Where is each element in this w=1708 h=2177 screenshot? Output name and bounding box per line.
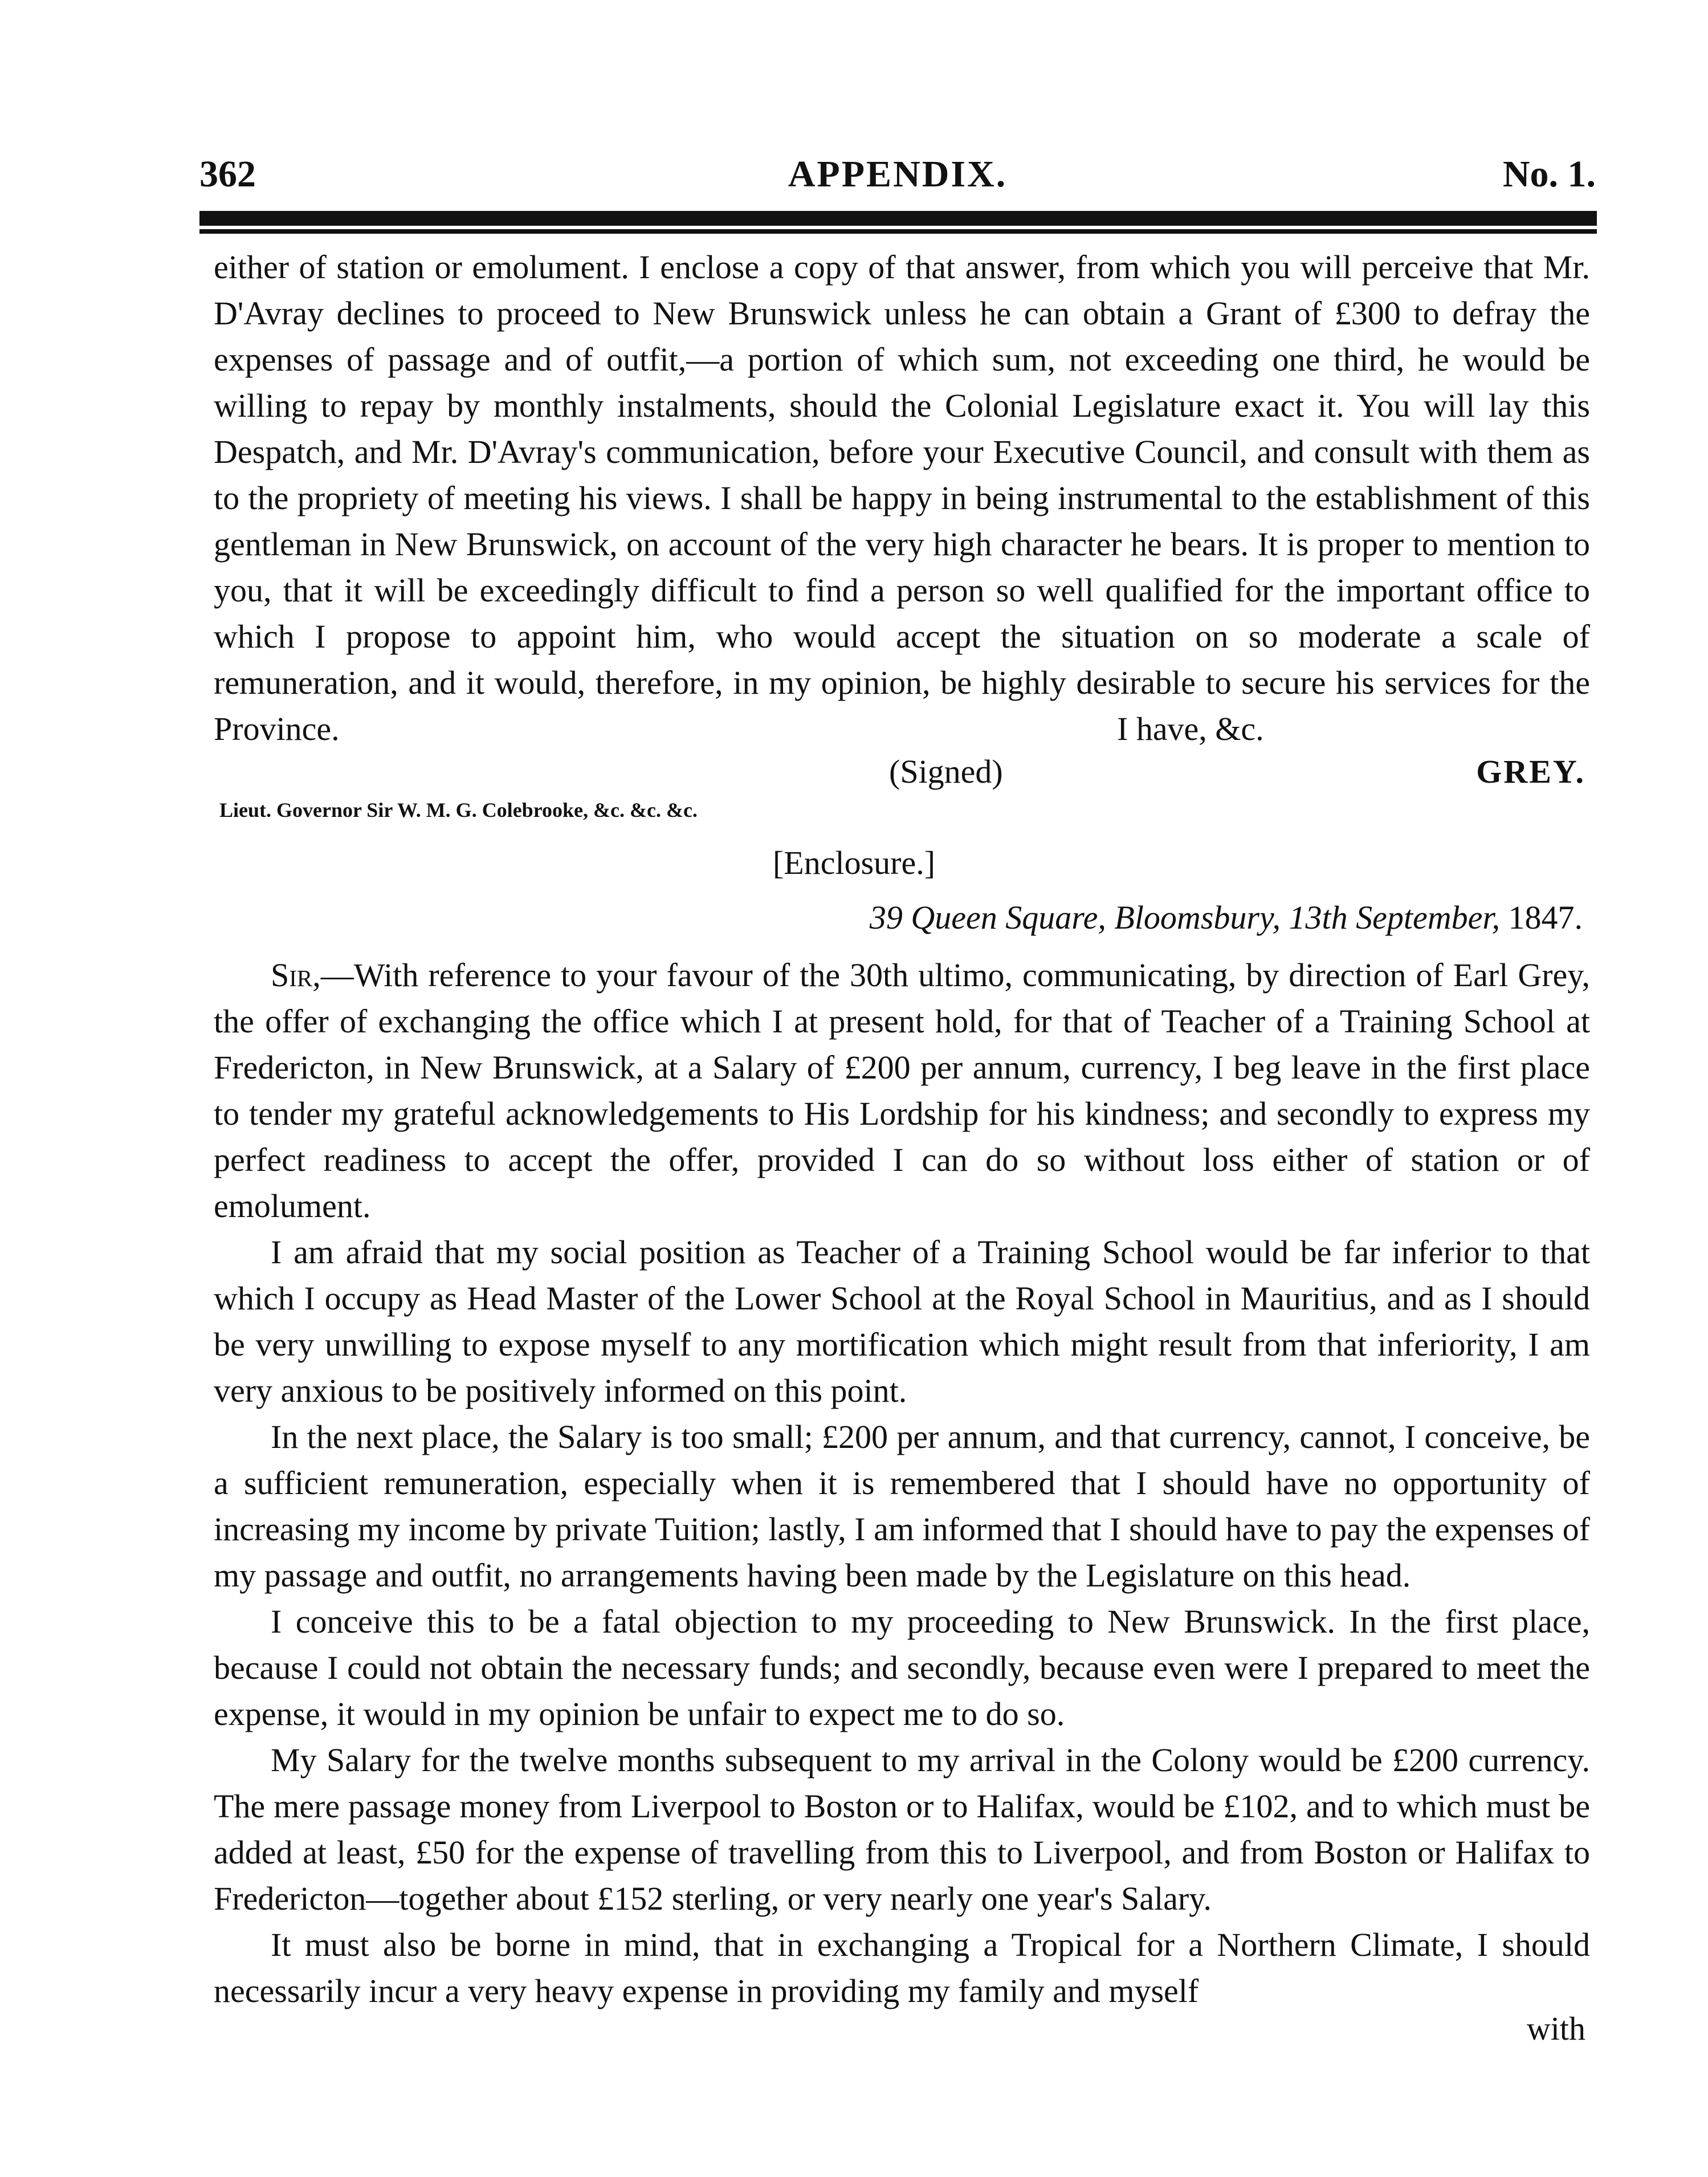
paragraph-text: —With reference to your favour of the 30th ultimo, communicating, by direction of Earl Grey, the offer of exchanging the office which I at present hold, for that of Teacher of a Training School at Fredericton, in New Brunswick, at a Salary of £200 per annum, currency, I beg leave in the first place to tender my grateful acknowledgements to His Lordship for his kindness; and secondly to express my perfect readiness to accept the offer, provided I can do so without loss either of station or of emolument. <box>214 957 1590 1224</box>
page-title: APPENDIX. <box>788 153 1008 195</box>
enclosure-dateline <box>870 898 1583 937</box>
header-rule-thin <box>199 229 1597 234</box>
signature: GREY. <box>1476 753 1585 790</box>
addressee-line: Lieut. Governor Sir W. M. G. Colebrooke, &c. &c. &c. <box>219 799 698 821</box>
enclosure-paragraph-5: My Salary for the twelve months subsequent to my arrival in the Colony would be £200 currency. The mere passage money from Liverpool to Boston or to Halifax, would be £102, and to which must be added at least, £50 for the expense of travelling from this to Liverpool, and from Boston or Halifax to Fredericton—together about £152 sterling, or very nearly one year's Salary. <box>214 1741 1590 1917</box>
enclosure-paragraph-3: In the next place, the Salary is too small; £200 per annum, and that currency, cannot, I conceive, be a sufficient remuneration, especially when it is remembered that I should have no opportunity of increasing my income by private Tuition; lastly, I am informed that I should have to pay the expenses of my passage and outfit, no arrangements having been made by the Legislature on this head. <box>214 1418 1590 1594</box>
letter-closing: I have, &c. <box>1117 710 1264 747</box>
dateline-year: 1847. <box>1508 899 1583 936</box>
appendix-number: No. 1. <box>1502 153 1596 195</box>
enclosure-paragraph-6: It must also be borne in mind, that in exchanging a Tropical for a Northern Climate, I should necessarily incur a very heavy expense in providing my family and myself <box>214 1926 1590 2009</box>
letter-paragraph: either of station or emolument. I enclose a copy of that answer, from which you will perceive that Mr. D'Avray declines to proceed to New Brunswick unless he can obtain a Grant of £300 to defray the expenses of passage and of outfit,—a portion of which sum, not exceeding one third, he would be willing to repay by monthly instalments, should the Colonial Legislature exact it. You will lay this Despatch, and Mr. D'Avray's communication, before your Executive Council, and consult with them as to the propriety of meeting his views. I shall be happy in being instrumental to the establishment of this gentleman in New Brunswick, on account of the very high character he bears. It is proper to mention to you, that it will be exceedingly difficult to find a person so well qualified for the important office to which I propose to appoint him, who would accept the situation on so moderate a scale of remuneration, and it would, therefore, in my opinion, be highly desirable to secure his services for the Province. <box>214 249 1590 747</box>
enclosure-paragraph-2: I am afraid that my social position as Teacher of a Training School would be far inferior to that which I occupy as Head Master of the Lower School at the Royal School in Mauritius, and as I should be very unwilling to expose myself to any mortification which might result from that inferiority, I am very anxious to be positively informed on this point. <box>214 1234 1590 1409</box>
enclosure-paragraph-1 <box>214 952 1590 1229</box>
running-header <box>199 147 1596 210</box>
letter-body <box>214 244 1590 752</box>
signed-label: (Signed) <box>889 753 1003 790</box>
catchword: with <box>1526 2010 1585 2047</box>
header-rule-thick <box>199 211 1597 226</box>
enclosure-heading: [Enclosure.] <box>772 844 936 881</box>
salutation: Sir, <box>271 957 321 994</box>
enclosure-body <box>214 952 1590 2014</box>
page-number: 362 <box>199 153 256 195</box>
enclosure-paragraph-4: I conceive this to be a fatal objection to my proceeding to New Brunswick. In the first place, because I could not obtain the necessary funds; and secondly, because even were I prepared to meet the expense, it would in my opinion be unfair to expect me to do so. <box>214 1603 1590 1732</box>
dateline-place: 39 Queen Square, Bloomsbury, 13th September, <box>869 899 1500 936</box>
